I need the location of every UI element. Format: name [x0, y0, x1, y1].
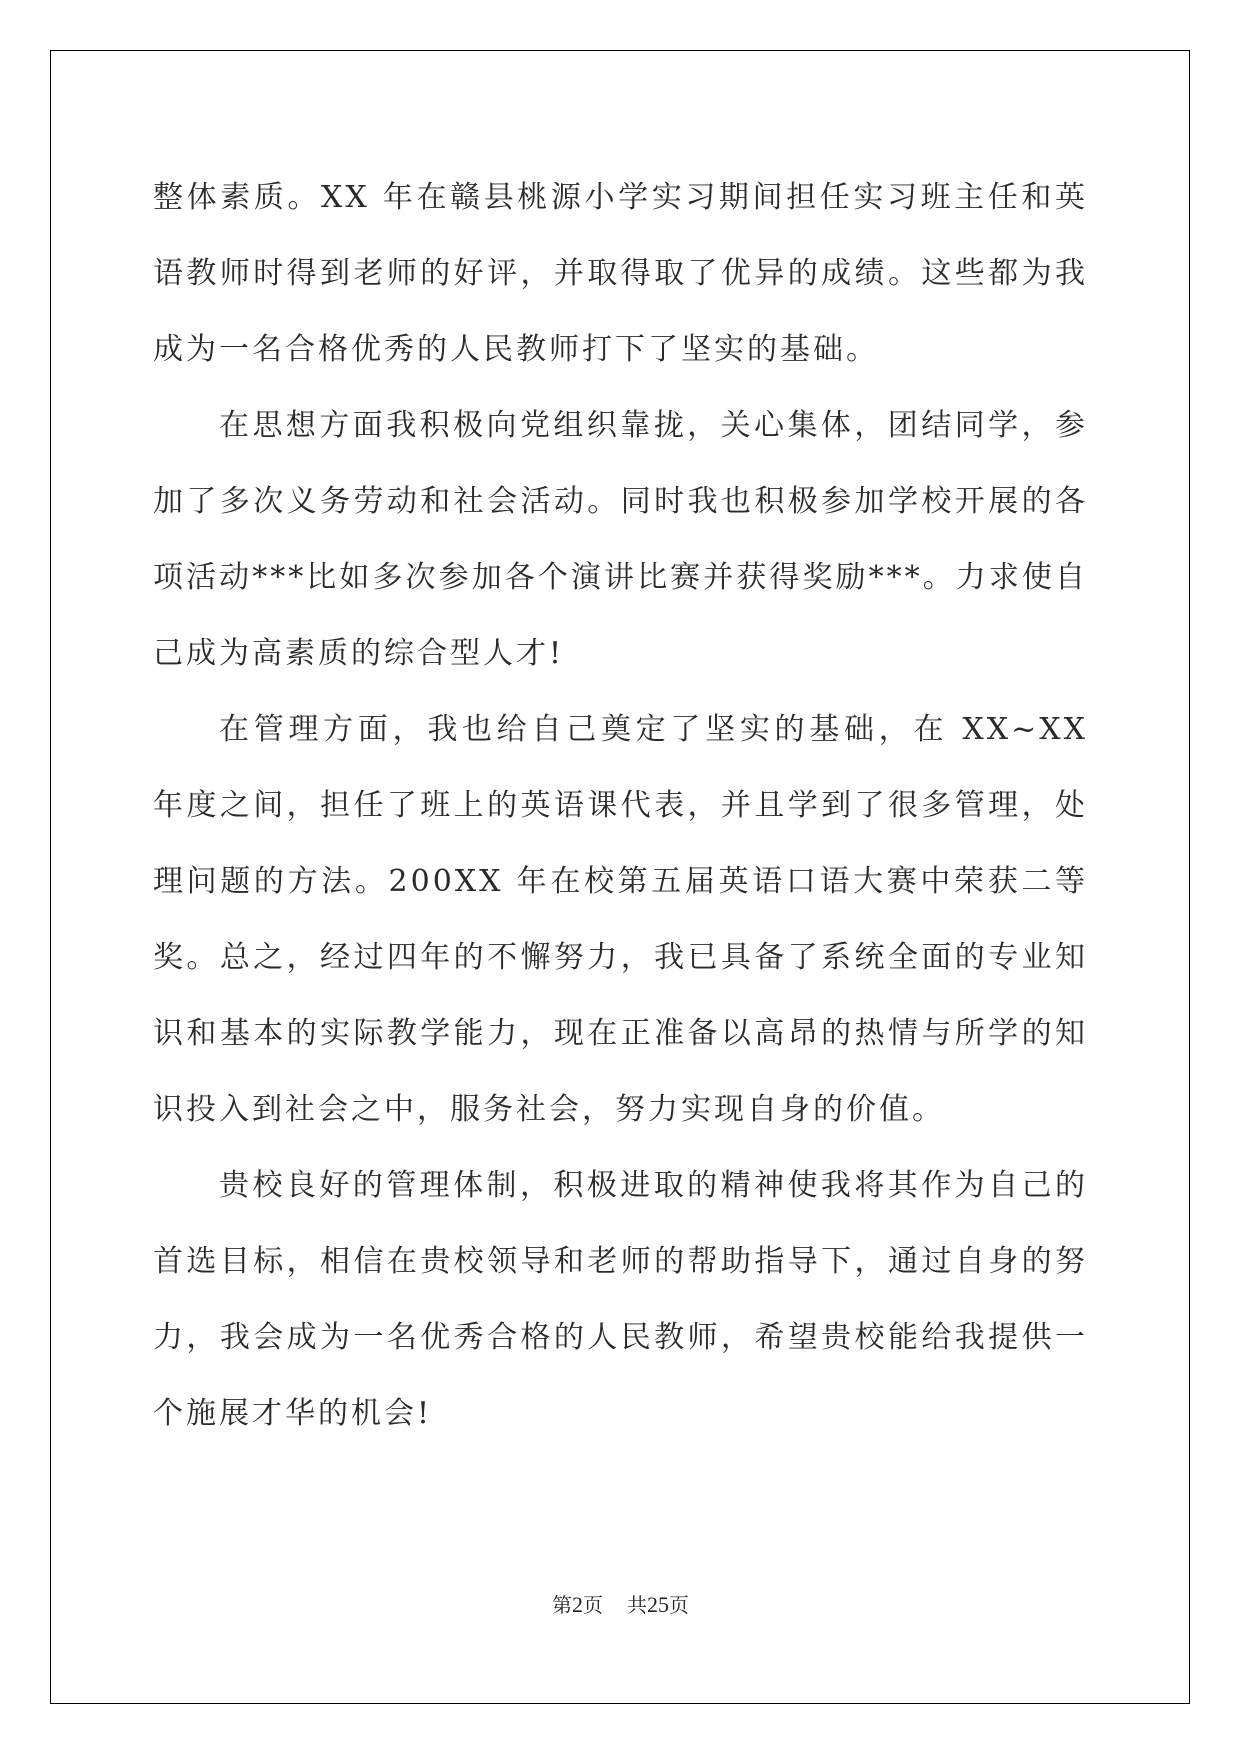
paragraph-1: 整体素质。XX 年在赣县桃源小学实习期间担任实习班主任和英语教师时得到老师的好评，并取得取了优异的成绩。这些都为我成为一名合格优秀的人民教师打下了坚实的基础。 — [153, 180, 1088, 367]
total-suffix: 页 — [669, 1593, 689, 1617]
page-prefix: 第 — [552, 1593, 572, 1617]
paragraph-2: 在思想方面我积极向党组织靠拢，关心集体，团结同学，参加了多次义务劳动和社会活动。同时我也积极参加学校开展的各项活动***比如多次参加各个演讲比赛并获得奖励***。力求使自己成为高素质的综合型人才! — [153, 408, 1088, 671]
paragraph-3: 在管理方面，我也给自己奠定了坚实的基础，在 XX~XX 年度之间，担任了班上的英语课代表，并且学到了很多管理，处理问题的方法。200XX 年在校第五届英语口语大赛中荣获二等奖。总之，经过四年的不懈努力，我已具备了系统全面的专业知识和基本的实际教学能力，现在正准备以高昂的热情与所学的知识投入到社会之中，服务社会，努力实现自身的价值。 — [153, 712, 1088, 1127]
total-prefix: 共 — [627, 1593, 647, 1617]
page-suffix: 页 — [583, 1593, 603, 1617]
total-pages: 25 — [647, 1592, 669, 1617]
page-number: 2 — [572, 1592, 583, 1617]
page-footer — [0, 1589, 1241, 1618]
paragraph-4: 贵校良好的管理体制，积极进取的精神使我将其作为自己的首选目标，相信在贵校领导和老师的帮助指导下，通过自身的努力，我会成为一名优秀合格的人民教师，希望贵校能给我提供一个施展才华的机会! — [153, 1168, 1088, 1431]
document-body — [153, 160, 1088, 1452]
